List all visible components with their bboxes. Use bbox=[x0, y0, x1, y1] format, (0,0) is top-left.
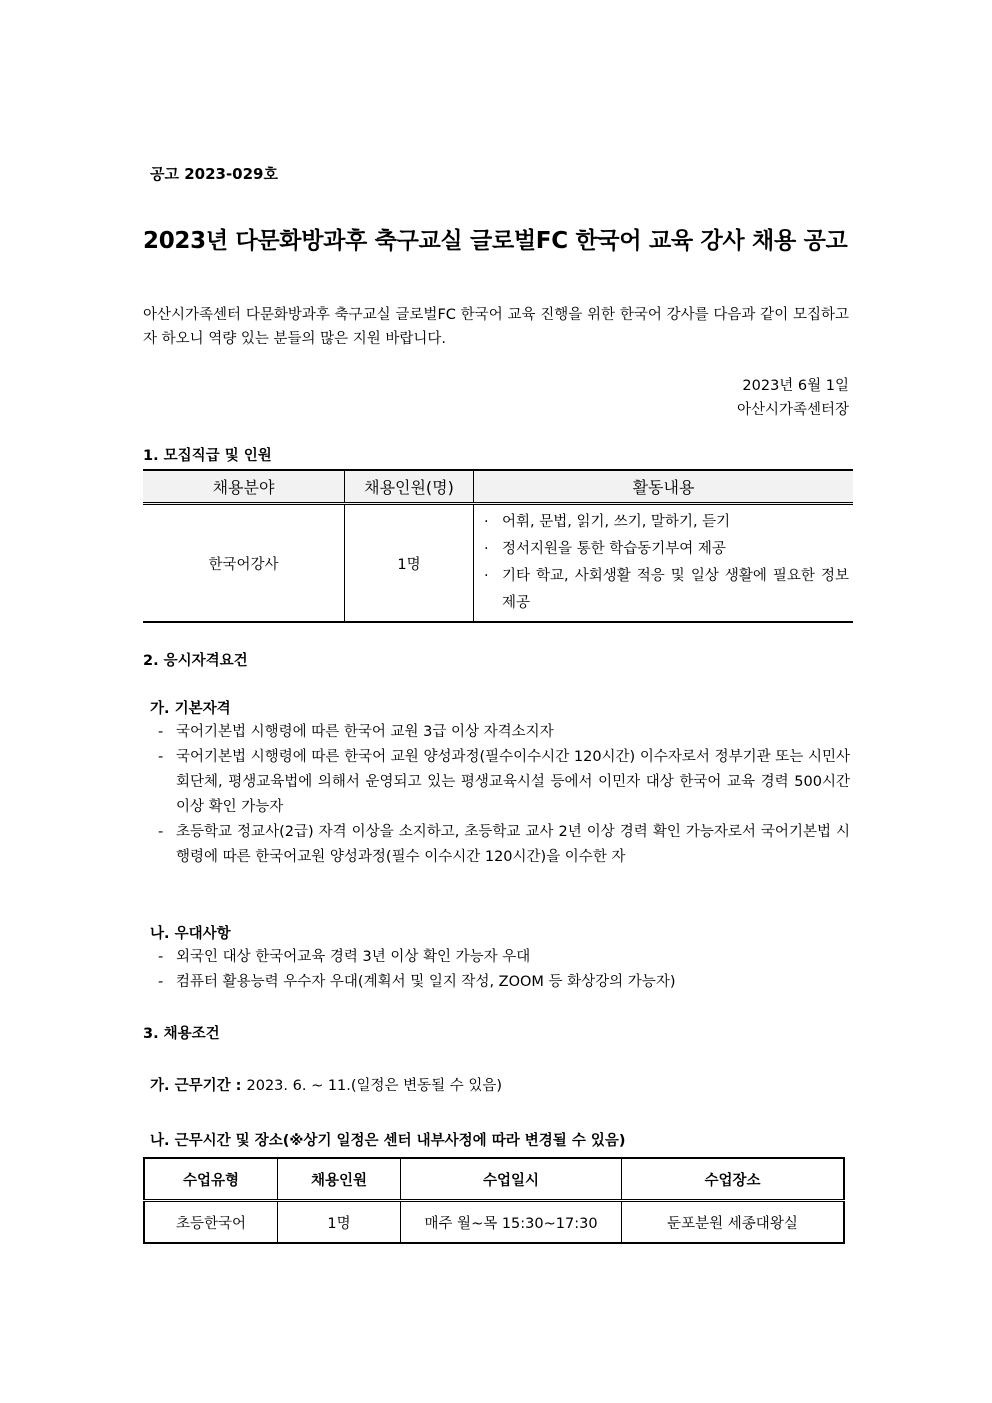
basic-qualification-list bbox=[158, 720, 850, 870]
class-time-cell: 매주 월~목 15:30~17:30 bbox=[401, 1201, 622, 1244]
column-header: 채용인원 bbox=[278, 1158, 401, 1201]
table-header-row bbox=[143, 470, 853, 504]
list-item: - 초등학교 정교사(2급) 자격 이상을 소지하고, 초등학교 교사 2년 이상 경력 확인 가능자로서 국어기본법 시행령에 따른 한국어교원 양성과정(필수 이수시간 120시간)을 이수한 자 bbox=[158, 824, 850, 865]
preference-list bbox=[158, 945, 850, 995]
bullet-icon: · bbox=[484, 568, 489, 584]
list-item: · 기타 학교, 사회생활 적응 및 일상 생활에 필요한 정보 제공 bbox=[484, 563, 849, 617]
work-period-label: 가. 근무기간 : bbox=[150, 1078, 247, 1094]
work-period bbox=[150, 1074, 502, 1095]
section-3-heading: 3. 채용조건 bbox=[143, 1026, 220, 1042]
column-header: 수업일시 bbox=[401, 1158, 622, 1201]
work-schedule-heading: 나. 근무시간 및 장소(※상기 일정은 센터 내부사정에 따라 변경될 수 있음) bbox=[150, 1133, 626, 1149]
list-item: · 어휘, 문법, 읽기, 쓰기, 말하기, 듣기 bbox=[484, 509, 849, 536]
field-cell: 한국어강사 bbox=[208, 556, 279, 573]
section-1-heading: 1. 모집직급 및 인원 bbox=[143, 448, 272, 464]
signature-block bbox=[737, 374, 849, 422]
class-type-cell: 초등한국어 bbox=[175, 1215, 247, 1232]
section-2-heading: 2. 응시자격요건 bbox=[143, 653, 248, 669]
issue-date: 2023년 6월 1일 bbox=[742, 378, 849, 394]
basic-qualification-heading: 가. 기본자격 bbox=[150, 701, 231, 717]
list-item: - 외국인 대상 한국어교육 경력 3년 이상 확인 가능자 우대 bbox=[158, 949, 531, 965]
bullet-icon: · bbox=[484, 514, 489, 530]
table-row bbox=[143, 504, 853, 623]
list-item: - 국어기본법 시행령에 따른 한국어 교원 양성과정(필수이수시간 120시간) 이수자로서 정부기관 또는 시민사회단체, 평생교육법에 의해서 운영되고 있는 평생교육시설 등에서 이민자 대상 한국어 교육 경력 500시간 이상 확인 가능자 bbox=[158, 749, 850, 815]
list-item: - 국어기본법 시행령에 따른 한국어 교원 3급 이상 자격소지자 bbox=[158, 724, 554, 740]
notice-number: 공고 2023-029호 bbox=[150, 165, 278, 183]
intro-paragraph: 아산시가족센터 다문화방과후 축구교실 글로벌FC 한국어 교육 진행을 위한 한국어 강사를 다음과 같이 모집하고자 하오니 역량 있는 분들의 많은 지원 바랍니다. bbox=[143, 307, 849, 347]
class-location-cell: 둔포분원 세종대왕실 bbox=[622, 1201, 845, 1244]
list-item: - 컴퓨터 활용능력 우수자 우대(계획서 및 일지 작성, ZOOM 등 화상강의 가능자) bbox=[158, 974, 676, 990]
column-header: 활동내용 bbox=[474, 470, 854, 504]
page-title: 2023년 다문화방과후 축구교실 글로벌FC 한국어 교육 강사 채용 공고 bbox=[143, 228, 848, 254]
hire-count-cell: 1명 bbox=[278, 1201, 401, 1244]
bullet-icon: · bbox=[484, 541, 489, 557]
table-row bbox=[144, 1201, 844, 1244]
count-cell: 1명 bbox=[345, 504, 474, 623]
activities-cell bbox=[474, 504, 854, 623]
column-header: 채용분야 bbox=[143, 470, 345, 504]
column-header: 채용인원(명) bbox=[345, 470, 474, 504]
preference-heading: 나. 우대사항 bbox=[150, 926, 231, 942]
issuer-name: 아산시가족센터장 bbox=[736, 402, 849, 418]
schedule-table bbox=[143, 1157, 845, 1244]
list-item: · 정서지원을 통한 학습동기부여 제공 bbox=[484, 536, 849, 563]
column-header: 수업장소 bbox=[622, 1158, 845, 1201]
column-header: 수업유형 bbox=[144, 1158, 278, 1201]
table-header-row bbox=[144, 1158, 844, 1201]
work-period-value: 2023. 6. ~ 11.(일정은 변동될 수 있음) bbox=[246, 1078, 503, 1094]
recruitment-table bbox=[143, 469, 853, 623]
